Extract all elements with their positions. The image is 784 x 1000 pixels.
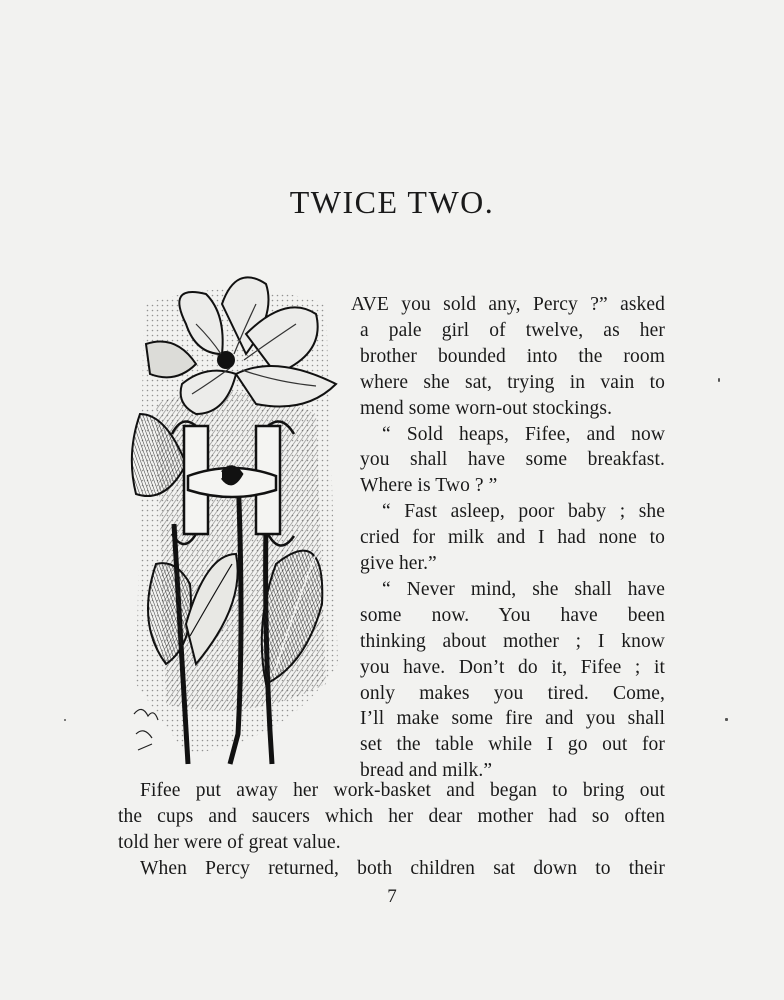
margin-speck — [718, 378, 720, 382]
margin-speck — [725, 718, 728, 721]
text-line: Fifee put away her work-basket and began to bring out — [140, 780, 665, 801]
text-line: “ Fast asleep, poor baby ; she — [382, 501, 665, 523]
text-line: cried for milk and I had none to — [360, 527, 665, 549]
text-line: only makes you tired. Come, — [360, 682, 665, 704]
text-line: a pale girl of twelve, as her — [360, 319, 665, 341]
text-line: brother bounded into the room — [360, 345, 665, 367]
text-line: I’ll make some fire and you shall — [360, 708, 665, 730]
text-line: “ Sold heaps, Fifee, and now — [382, 423, 665, 445]
text-line: thinking about mother ; I know — [360, 630, 665, 652]
text-line: Where is Two ? ” — [360, 475, 498, 497]
chapter-title: TWICE TWO. — [289, 184, 495, 220]
text-line: give her.” — [360, 553, 437, 574]
text-line: some now. You have been — [360, 604, 665, 626]
floral-drop-cap-illustration — [126, 264, 344, 770]
text-line: where she sat, trying in vain to — [360, 371, 665, 393]
text-line: the cups and saucers which her dear mother had so often — [118, 805, 665, 827]
margin-speck — [64, 719, 66, 721]
text-line: When Percy returned, both children sat down to their — [140, 857, 665, 879]
text-line: “ Never mind, she shall have — [382, 578, 665, 600]
text-line: mend some worn-out stockings. — [360, 397, 613, 419]
text-line: told her were of great value. — [118, 831, 341, 853]
text-line: set the table while I go out for — [360, 734, 665, 756]
page-number: 7 — [387, 886, 397, 907]
text-line: AVE you sold any, Percy ?” asked — [351, 294, 665, 315]
text-line: bread and milk.” — [360, 760, 493, 782]
text-line: you shall have some breakfast. — [360, 449, 665, 471]
text-line: you have. Don’t do it, Fifee ; it — [360, 656, 665, 678]
